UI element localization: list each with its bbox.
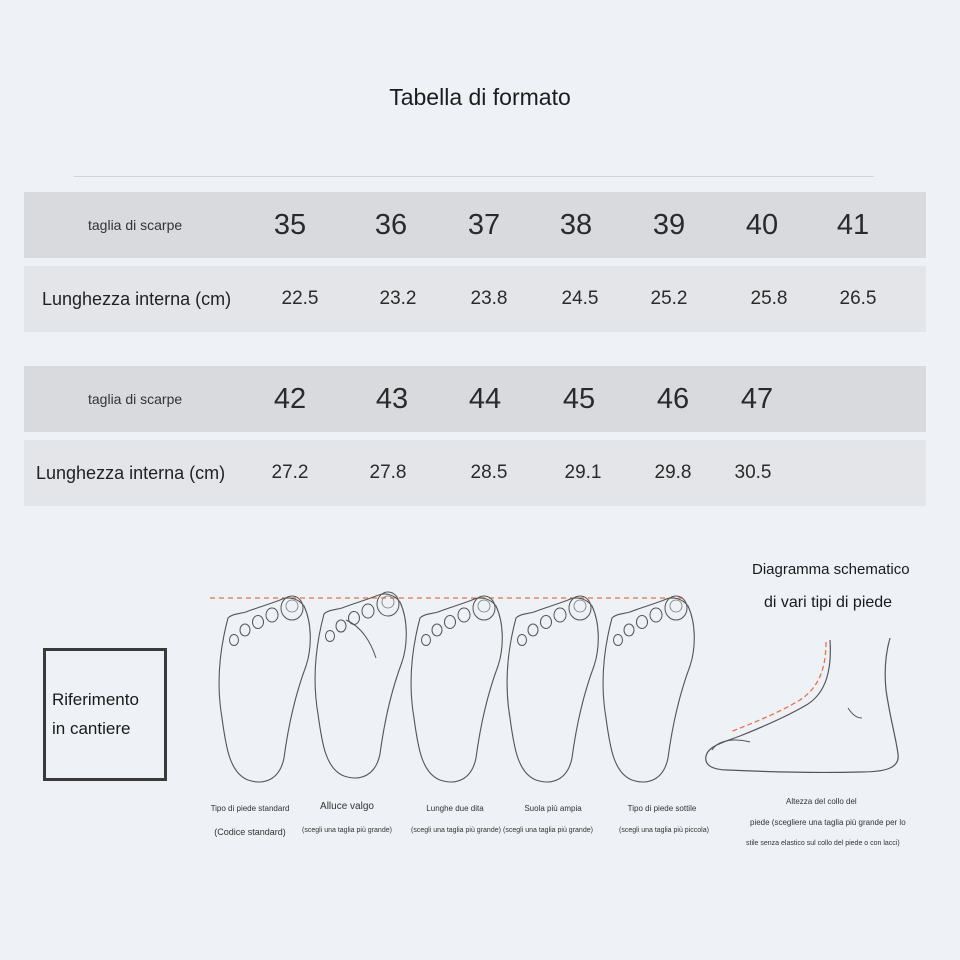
foot-slim-outline xyxy=(603,596,694,782)
length-cell: 25.8 xyxy=(750,288,788,309)
foot-long-toes-outline xyxy=(411,596,502,782)
size-cell: 42 xyxy=(273,383,307,415)
size-cell: 35 xyxy=(273,209,307,241)
size-cell: 37 xyxy=(467,209,501,241)
foot-type-note: (scegli una taglia più grande) xyxy=(411,827,501,834)
foot-side-view xyxy=(700,630,920,780)
length-cell: 25.2 xyxy=(650,288,688,309)
length-cell: 26.5 xyxy=(839,288,877,309)
length-cell: 27.2 xyxy=(271,462,309,483)
length-cell: 29.8 xyxy=(654,462,692,483)
size-row-label: taglia di scarpe xyxy=(88,391,183,407)
length-row-1 xyxy=(24,266,926,332)
size-cell: 36 xyxy=(374,209,408,241)
bunion-marker xyxy=(346,620,376,658)
size-cell: 39 xyxy=(652,209,686,241)
length-cell: 29.1 xyxy=(564,462,602,483)
reference-line-2: in cantiere xyxy=(52,719,131,738)
foot-bunion-outline xyxy=(315,592,406,778)
size-row-label: taglia di scarpe xyxy=(88,217,183,233)
length-row-2 xyxy=(24,440,926,506)
schematic-title-line-1: Diagramma schematico xyxy=(752,561,910,578)
length-row-label: Lunghezza interna (cm) xyxy=(36,463,226,483)
instep-height-line xyxy=(730,642,826,732)
foot-type-name: Suola più ampia xyxy=(524,804,582,813)
size-cell: 41 xyxy=(836,209,870,241)
size-cell: 45 xyxy=(562,383,596,415)
length-cell: 30.5 xyxy=(734,462,772,483)
size-cell: 43 xyxy=(375,383,409,415)
page-title: Tabella di formato xyxy=(389,84,571,110)
foot-type-name: Lunghe due dita xyxy=(426,804,484,813)
length-cell: 28.5 xyxy=(470,462,508,483)
length-cell: 23.2 xyxy=(379,288,417,309)
foot-type-note: (scegli una taglia più grande) xyxy=(302,827,392,834)
foot-types-illustration xyxy=(200,578,700,790)
length-cell: 27.8 xyxy=(369,462,407,483)
foot-type-note: (Codice standard) xyxy=(214,827,286,837)
reference-line-1: Riferimento xyxy=(52,690,139,709)
length-cell: 23.8 xyxy=(470,288,508,309)
foot-type-note: (scegli una taglia più piccola) xyxy=(619,827,709,834)
schematic-caption-line-1: Altezza del collo del xyxy=(786,797,857,806)
length-cell: 22.5 xyxy=(281,288,319,309)
schematic-title-line-2: di vari tipi di piede xyxy=(764,594,893,611)
ankle-line xyxy=(848,708,862,718)
side-foot-outline xyxy=(706,638,898,772)
foot-standard-outline xyxy=(219,596,310,782)
foot-type-note: (scegli una taglia più grande) xyxy=(503,827,593,834)
length-row-label: Lunghezza interna (cm) xyxy=(42,289,232,309)
reference-box xyxy=(43,648,167,781)
schematic-caption-line-2: piede (scegliere una taglia più grande per lo xyxy=(750,818,906,827)
schematic-caption-line-3: stile senza elastico sul collo del piede o con lacci) xyxy=(746,840,900,847)
foot-type-name: Alluce valgo xyxy=(320,801,374,812)
size-row-2 xyxy=(24,366,926,432)
size-cell: 44 xyxy=(468,383,502,415)
size-cell: 46 xyxy=(656,383,690,415)
foot-type-name: Tipo di piede sottile xyxy=(627,804,697,813)
size-cell: 47 xyxy=(740,383,774,415)
reference-text xyxy=(52,685,139,743)
foot-type-name: Tipo di piede standard xyxy=(210,804,290,813)
size-cell: 40 xyxy=(745,209,779,241)
length-cell: 24.5 xyxy=(561,288,599,309)
title-divider xyxy=(74,176,874,177)
size-cell: 38 xyxy=(559,209,593,241)
size-row-1 xyxy=(24,192,926,258)
foot-wide-sole-outline xyxy=(507,596,598,782)
